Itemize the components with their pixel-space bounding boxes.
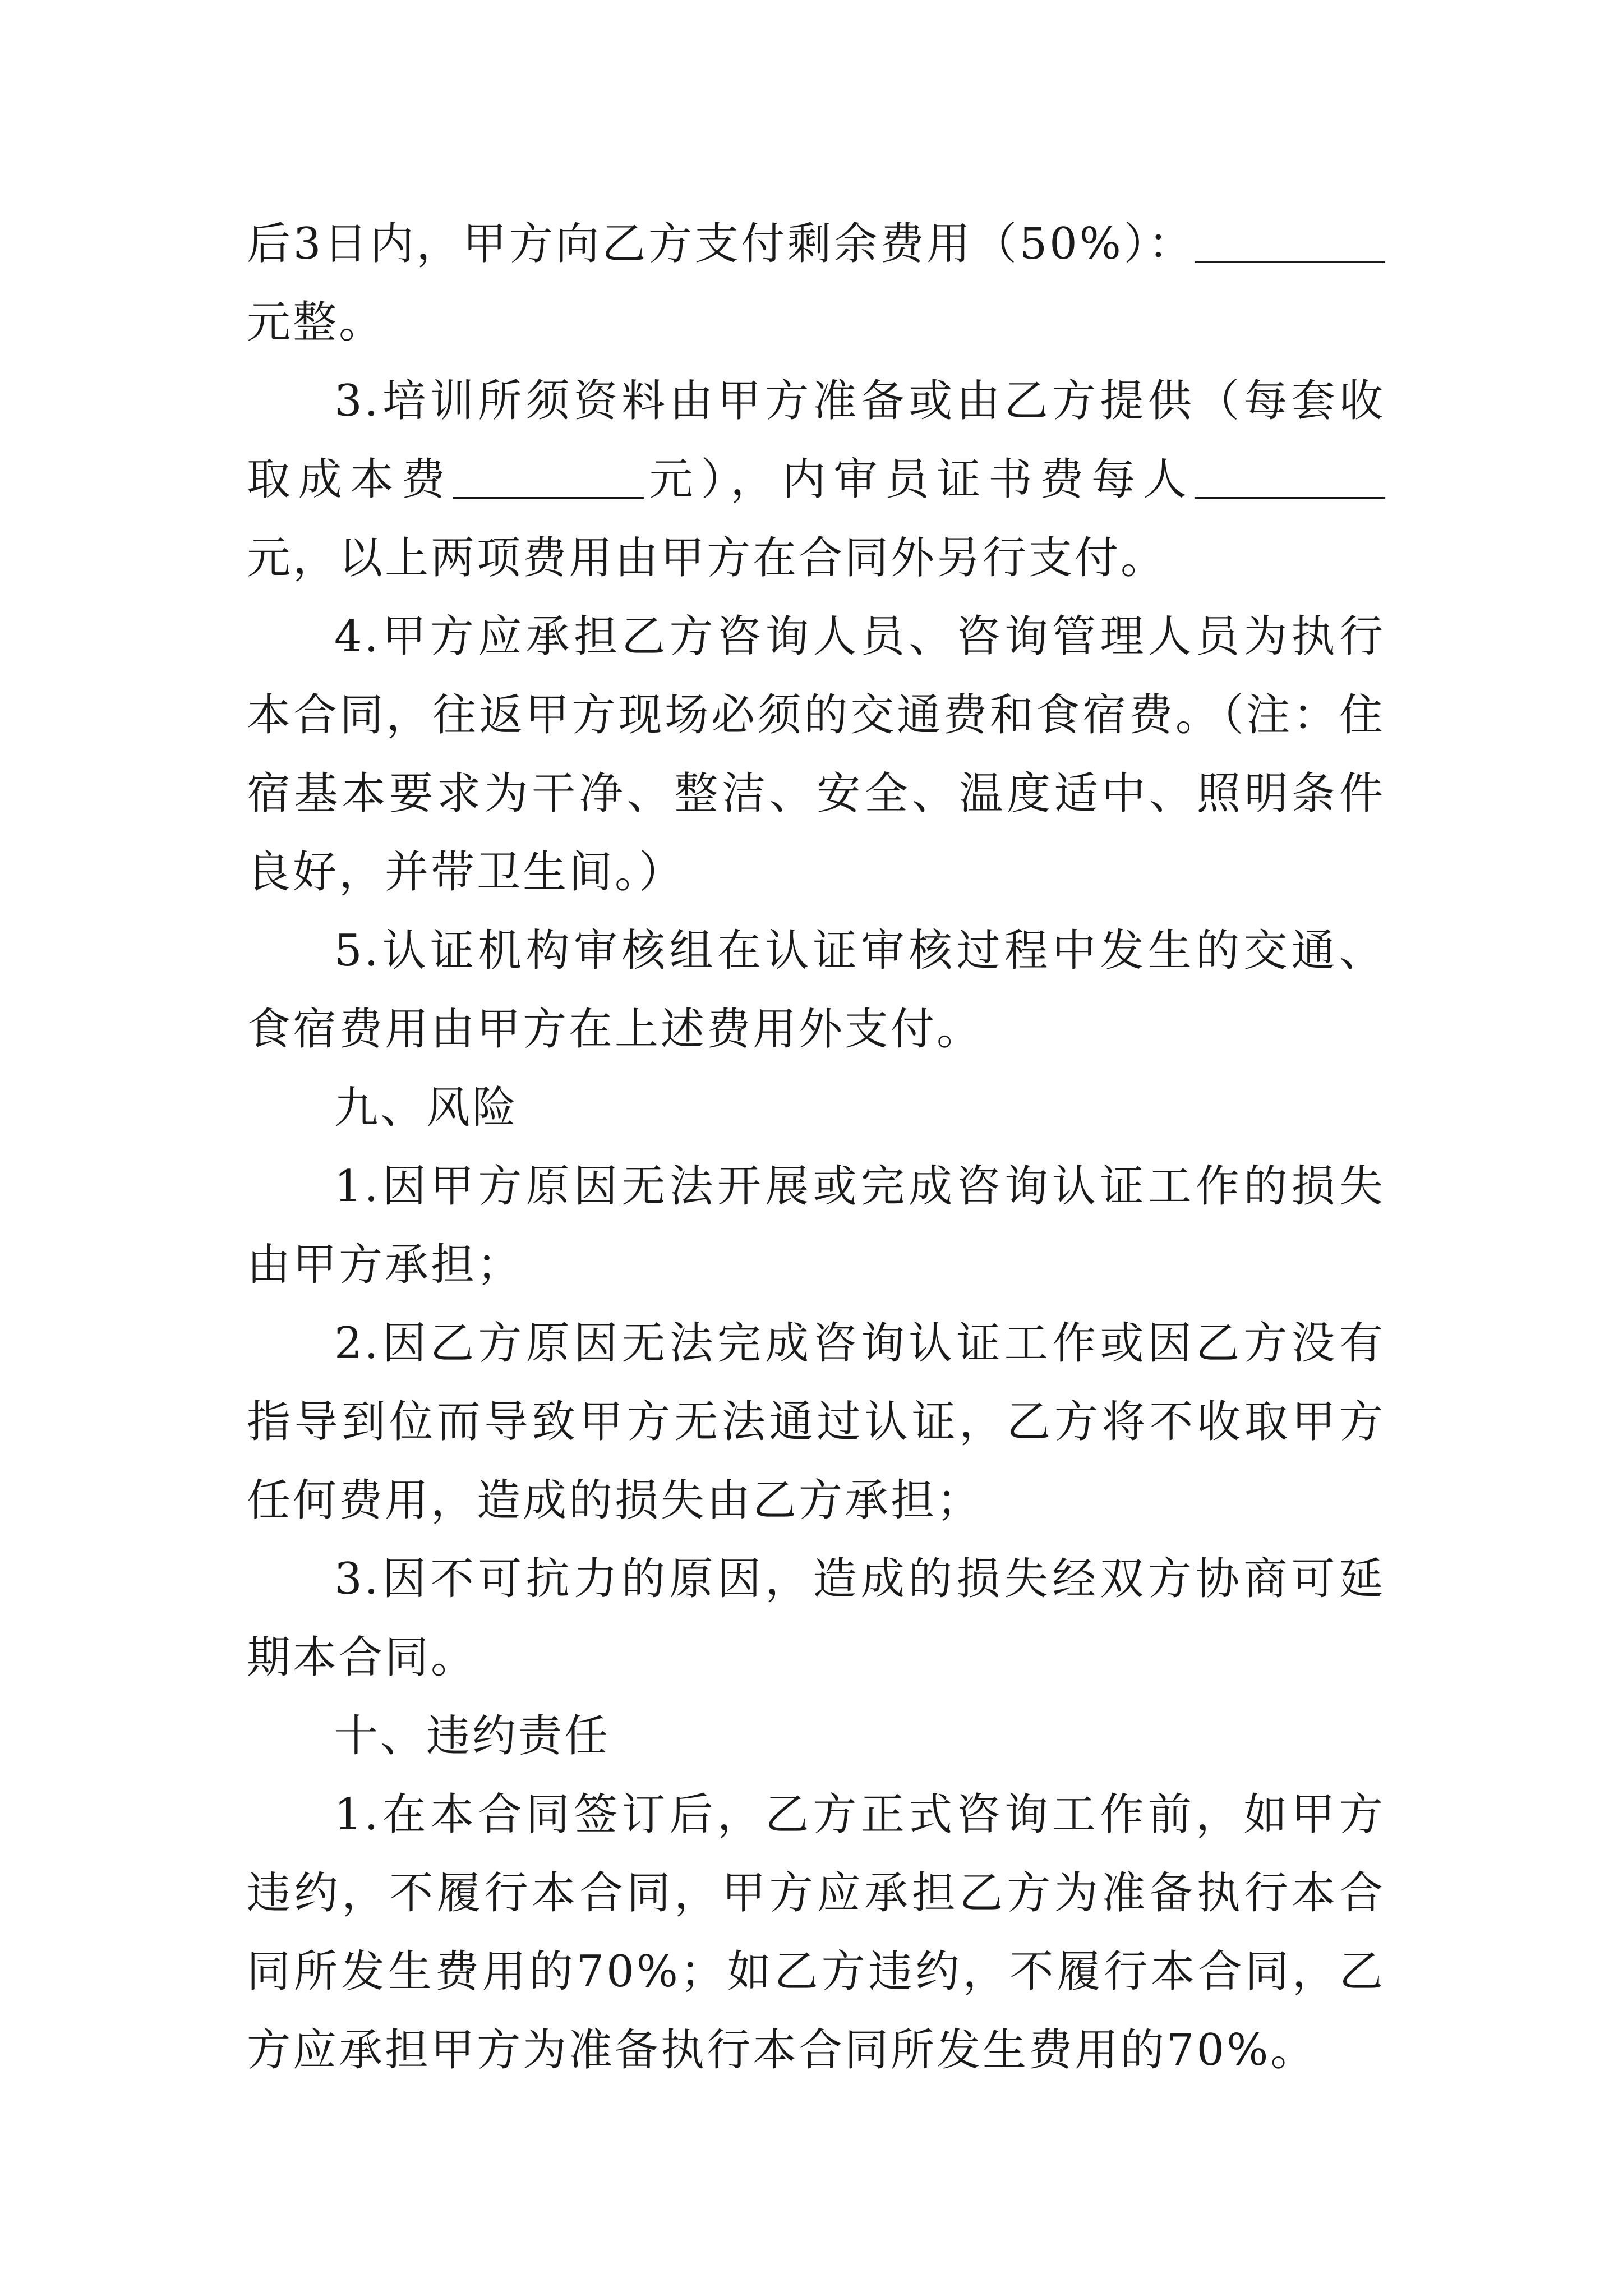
text-segment: 元整。 — [247, 297, 385, 348]
paragraph-risk-party-a: 1.因甲方原因无法开展或完成咨询认证工作的损失由甲方承担； — [247, 1161, 1385, 1290]
paragraph-training-materials — [247, 362, 1385, 597]
paragraph-risk-party-b: 2.因乙方原因无法完成咨询认证工作或因乙方没有指导到位而导致甲方无法通过认证，乙方将不收取甲方任何费用，造成的损失由乙方承担； — [247, 1318, 1385, 1526]
paragraph-force-majeure: 3.因不可抗力的原因，造成的损失经双方协商可延期本合同。 — [247, 1554, 1385, 1683]
paragraph-payment-remainder — [247, 205, 1385, 362]
section-heading-breach: 十、违约责任 — [334, 1711, 611, 1761]
section-heading-risk: 九、风险 — [334, 1083, 519, 1133]
text-segment: 3.培训所须资料由甲方准备或由乙方提供（每套收取成本费 — [247, 376, 1385, 505]
blank-line-amount — [1195, 218, 1385, 263]
text-segment: 元），内审员证书费每人 — [643, 454, 1195, 505]
paragraph-breach-liability: 1.在本合同签订后，乙方正式咨询工作前，如甲方违约，不履行本合同，甲方应承担乙方为准备执行本合同所发生费用的70%；如乙方违约，不履行本合同，乙方应承担甲方为准备执行本合同所发生费用的70%。 — [247, 1789, 1385, 2076]
document-body — [247, 205, 1385, 2090]
text-segment: 元，以上两项费用由甲方在合同外另行支付。 — [247, 533, 1167, 583]
paragraph-travel-expenses: 4.甲方应承担乙方咨询人员、咨询管理人员为执行本合同，往返甲方现场必须的交通费和食宿费。（注：住宿基本要求为干净、整洁、安全、温度适中、照明条件良好，并带卫生间。） — [247, 611, 1385, 898]
blank-line-cost — [453, 453, 644, 499]
paragraph-audit-expenses: 5.认证机构审核组在认证审核过程中发生的交通、食宿费用由甲方在上述费用外支付。 — [247, 926, 1385, 1055]
text-segment: 后3日内，甲方向乙方支付剩余费用（50%）： — [247, 219, 1195, 269]
blank-line-certificate-fee — [1195, 453, 1385, 499]
